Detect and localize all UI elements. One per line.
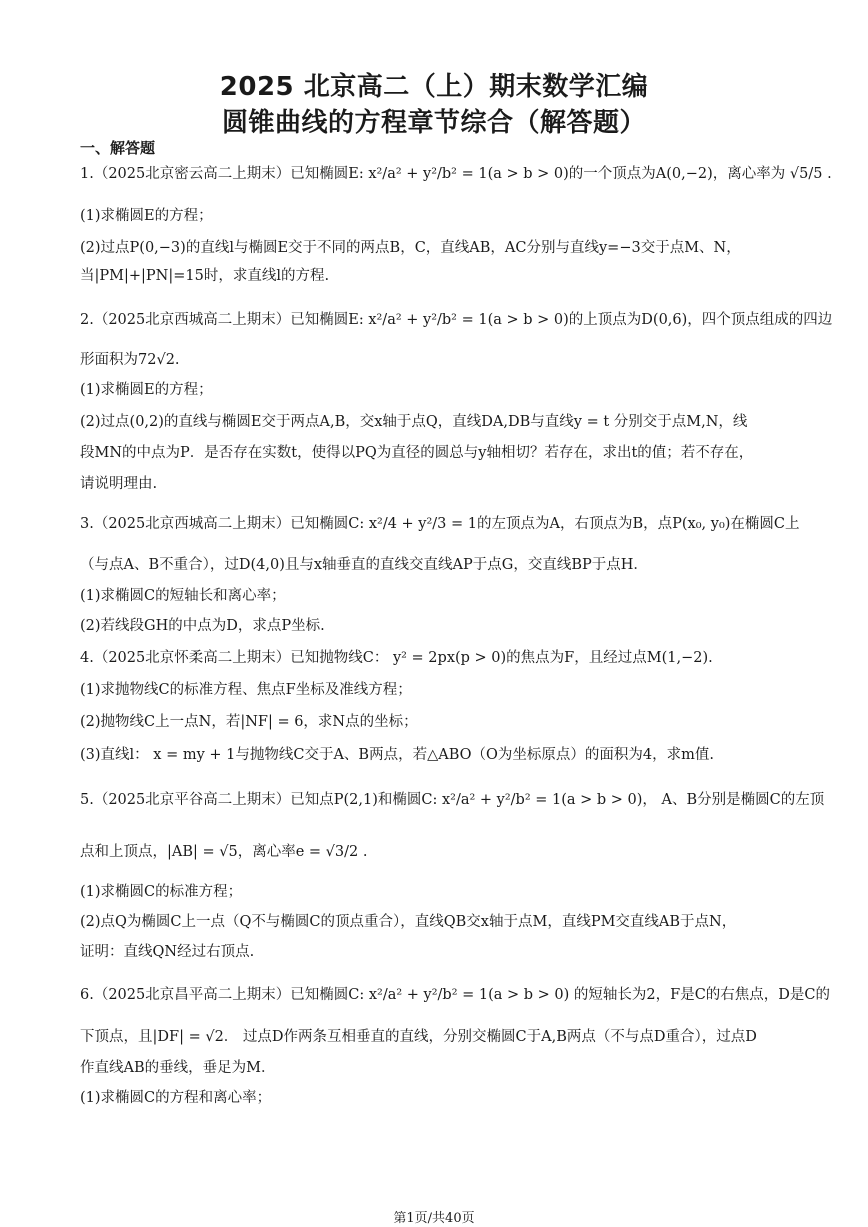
problem-5-statement: 5.（2025北京平谷高二上期末）已知点P(2,1)和椭圆C: x²/a² + y²/b² = 1(a > b > 0)， A、B分别是椭圆C的左顶 xyxy=(80,792,825,808)
problem-6-statement-end: 作直线AB的垂线，垂足为M． xyxy=(80,1060,276,1076)
problem-5-part-1: (1)求椭圆C的标准方程； xyxy=(80,884,243,900)
problem-3-statement-cont: （与点A、B不重合），过D(4,0)且与x轴垂直的直线交直线AP于点G，交直线BP于点H． xyxy=(80,557,648,573)
problem-3-part-1: (1)求椭圆C的短轴长和离心率； xyxy=(80,588,286,604)
document-title: 2025 北京高二（上）期末数学汇编 xyxy=(219,72,649,102)
problem-2-statement-cont: 形面积为72√2. xyxy=(80,352,180,368)
problem-5-part-2-cont: 证明：直线QN经过右顶点. xyxy=(80,944,255,960)
problem-4-statement: 4.（2025北京怀柔高二上期末）已知抛物线C： y² = 2px(p > 0)的焦点为F，且经过点M(1,−2). xyxy=(80,650,713,666)
problem-2-statement: 2.（2025北京西城高二上期末）已知椭圆E: x²/a² + y²/b² = 1(a > b > 0)的上顶点为D(0,6)，四个顶点组成的四边 xyxy=(80,312,833,328)
problem-1-part-2: (2)过点P(0,−3)的直线l与椭圆E交于不同的两点B，C，直线AB，AC分别与直线y=−3交于点M、N， xyxy=(80,240,741,256)
problem-2-part-2-end: 请说明理由. xyxy=(80,476,158,492)
problem-6-statement-cont: 下顶点，且|DF| = √2． 过点D作两条互相垂直的直线，分别交椭圆C于A,B两点（不与点D重合），过点D xyxy=(80,1029,757,1045)
problem-5-statement-cont: 点和上顶点，|AB| = √5，离心率e = √3/2 . xyxy=(80,844,368,860)
problem-1-part-1: (1)求椭圆E的方程； xyxy=(80,208,213,224)
problem-5-part-2: (2)点Q为椭圆C上一点（Q不与椭圆C的顶点重合），直线QB交x轴于点M，直线PM交直线AB于点N， xyxy=(80,914,737,930)
problem-4-part-3: (3)直线l： x = my + 1与抛物线C交于A、B两点，若△ABO（O为坐标原点）的面积为4，求m值. xyxy=(80,747,714,763)
problem-6-part-1: (1)求椭圆C的方程和离心率； xyxy=(80,1090,272,1106)
problem-2-part-1: (1)求椭圆E的方程； xyxy=(80,382,213,398)
problem-6-statement: 6.（2025北京昌平高二上期末）已知椭圆C: x²/a² + y²/b² = 1(a > b > 0) 的短轴长为2，F是C的右焦点，D是C的 xyxy=(80,987,831,1003)
document-subtitle: 圆锥曲线的方程章节综合（解答题） xyxy=(221,108,646,138)
section-heading: 一、解答题 xyxy=(80,139,156,157)
problem-2-part-2-cont: 段MN的中点为P．是否存在实数t，使得以PQ为直径的圆总与y轴相切？若存在，求出t的值；若不存在， xyxy=(80,445,754,461)
problem-1-part-2-cont: 当|PM|+|PN|=15时，求直线l的方程. xyxy=(80,268,330,284)
problem-4-part-1: (1)求抛物线C的标准方程、焦点F坐标及准线方程； xyxy=(80,682,412,698)
problem-4-part-2: (2)抛物线C上一点N，若|NF| = 6，求N点的坐标； xyxy=(80,714,418,730)
problem-3-statement: 3.（2025北京西城高二上期末）已知椭圆C: x²/4 + y²/3 = 1的左顶点为A，右顶点为B，点P(x₀, y₀)在椭圆C上 xyxy=(80,516,800,532)
problem-2-part-2: (2)过点(0,2)的直线与椭圆E交于两点A,B，交x轴于点Q，直线DA,DB与直线y = t 分别交于点M,N，线 xyxy=(80,414,748,430)
page-number: 第1页/共40页 xyxy=(393,1211,475,1226)
problem-1-statement: 1.（2025北京密云高二上期末）已知椭圆E: x²/a² + y²/b² = 1(a > b > 0)的一个顶点为A(0,−2)，离心率为 √5/5 . xyxy=(80,166,832,182)
problem-3-part-2: (2)若线段GH的中点为D，求点P坐标. xyxy=(80,618,325,634)
